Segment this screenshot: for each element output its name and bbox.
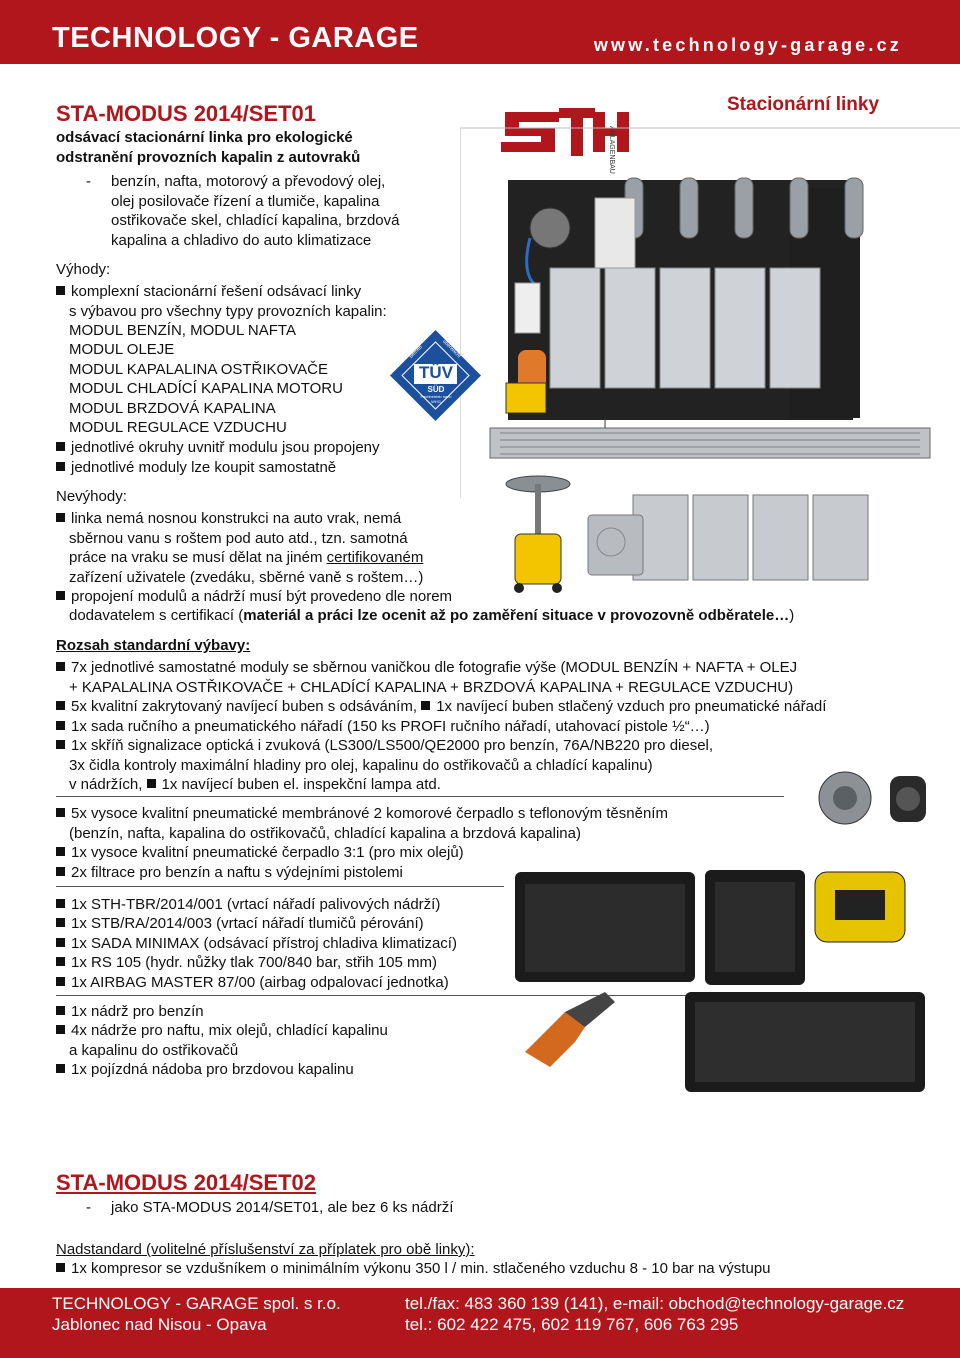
dash-bullet: -: [86, 173, 91, 190]
footer-contact-1[interactable]: tel./fax: 483 360 139 (141), e-mail: obchod@technology-garage.cz: [405, 1294, 905, 1313]
scope-tank-2: 4x nádrže pro naftu, mix olejů, chladící kapalinu: [56, 1022, 388, 1040]
bullet-square-icon: [56, 1025, 65, 1034]
bullet-square-icon: [56, 442, 65, 451]
tuv-sub: SÜD: [427, 385, 445, 394]
extras-item: 1x kompresor se vzdušníkem o minimálním výkonu 350 l / min. stlačeného vzduchu 8 - 10 bar na výstupu: [56, 1260, 771, 1278]
bullet-square-icon: [56, 462, 65, 471]
dash-bullet: -: [86, 1199, 91, 1216]
fluid-line-1: benzín, nafta, motorový a převodový olej,: [111, 173, 386, 190]
fluid-line-2: olej posilovače řízení a tlumiče, kapalina: [111, 193, 380, 210]
disadvantage-1-line-3: práce na vraku se musí dělat na jiném certifikovaném: [69, 549, 424, 566]
scope-item-4-cont: 3x čidla kontroly maximální hladiny pro olej, kapalinu do ostřikovačů a chladící kapalinu): [69, 757, 653, 774]
bullet-square-icon: [56, 977, 65, 986]
bullet-square-icon: [56, 721, 65, 730]
bullet-square-icon: [56, 1064, 65, 1073]
set1-title: STA-MODUS 2014/SET01: [56, 101, 317, 126]
disadvantage-1-line-4: zařízení uživatele (zvedáku, sběrné vaně s roštem…): [69, 569, 424, 586]
category-label: Stacionární linky: [727, 94, 880, 115]
tuv-mark: TÜV: [419, 363, 453, 382]
bullet-square-icon: [56, 701, 65, 710]
scope-tool-2: 1x STB/RA/2014/003 (vrtací nářadí tlumičů pérování): [56, 915, 424, 933]
divider-2: [56, 886, 504, 887]
disadvantage-2-line-2: dodavatelem s certifikací (materiál a práci lze ocenit až po zaměření situace v provozovně odběratele…): [69, 607, 795, 624]
disadvantages-label: Nevýhody:: [56, 488, 127, 505]
scope-pump-1: 5x vysoce kvalitní pneumatické membránové 2 komorové čerpadlo s teflonovým těsněním: [56, 805, 668, 823]
footer-contact-2: tel.: 602 422 475, 602 119 767, 606 763 295: [405, 1315, 739, 1334]
footer-bar: [0, 1288, 960, 1358]
scope-item-1: 7x jednotlivé samostatné moduly se sběrnou vaničkou dle fotografie výše (MODUL BENZÍN + NAFTA + OLEJ: [56, 659, 797, 677]
scope-pump-2: 1x vysoce kvalitní pneumatické čerpadlo 3:1 (pro mix olejů): [56, 844, 464, 862]
disadvantage-1: linka nemá nosnou konstrukci na auto vrak, nemá: [56, 510, 401, 528]
disadvantage-2: propojení modulů a nádrží musí být provedeno dle norem: [56, 588, 452, 606]
set1-subtitle-2: odstranění provozních kapalin z autovraků: [56, 149, 361, 166]
scope-tank-1: 1x nádrž pro benzín: [56, 1003, 204, 1021]
footer-city: Jablonec nad Nisou - Opava: [52, 1315, 267, 1334]
footer-company: TECHNOLOGY - GARAGE spol. s r.o.: [52, 1294, 341, 1313]
scope-item-1-cont: + KAPALALINA OSTŘIKOVAČE + CHLADÍCÍ KAPALINA + BRZDOVÁ KAPALINA + REGULACE VZDUCHU): [69, 679, 794, 696]
scope-item-4: 1x skříň signalizace optická i zvuková (LS300/LS500/QE2000 pro benzín, 76A/NB220 pro diesel,: [56, 737, 713, 755]
tuv-top-left: Betrieb: [408, 344, 424, 360]
scope-tool-5: 1x AIRBAG MASTER 87/00 (airbag odpalovací jednotka): [56, 974, 449, 992]
advantage-2: jednotlivé okruhy uvnitř modulu jsou propojeny: [56, 439, 380, 457]
scope-tool-1: 1x STH-TBR/2014/001 (vrtací nářadí palivových nádrží): [56, 896, 440, 914]
advantage-3: jednotlivé moduly lze koupit samostatně: [56, 459, 336, 477]
fluid-line-3: ostřikovače skel, chladící kapalina, brzdová: [111, 212, 400, 229]
station-photo: [460, 88, 960, 498]
module-line-4: MODUL CHLADÍCÍ KAPALINA MOTORU: [69, 380, 343, 397]
scope-tool-3: 1x SADA MINIMAX (odsávací přístroj chladiva klimatizací): [56, 935, 457, 953]
advantage-1-cont: s výbavou pro všechny typy provozních kapalin:: [69, 303, 387, 320]
module-line-6: MODUL REGULACE VZDUCHU: [69, 419, 287, 436]
module-line-1: MODUL BENZÍN, MODUL NAFTA: [69, 322, 296, 339]
bullet-square-icon: [56, 847, 65, 856]
scope-pump-1-cont: (benzín, nafta, kapalina do ostřikovačů, chladící kapalina a brzdová kapalina): [69, 825, 581, 842]
tanks-photo: [583, 480, 883, 590]
bullet-square-icon: [56, 591, 65, 600]
divider-1: [56, 796, 784, 797]
module-line-3: MODUL KAPALALINA OSTŘIKOVAČE: [69, 361, 328, 378]
scope-item-4-cont-2: v nádržích, 1x navíjecí buben el. inspekční lampa atd.: [69, 776, 441, 793]
advantage-1: komplexní stacionární řešení odsávací linky: [56, 283, 361, 301]
bullet-square-icon: [56, 808, 65, 817]
scope-tool-4: 1x RS 105 (hydr. nůžky tlak 700/840 bar, střih 105 mm): [56, 954, 437, 972]
scope-tank-3: 1x pojízdná nádoba pro brzdovou kapalinu: [56, 1061, 354, 1079]
oil-drain-photo: [503, 474, 573, 594]
module-line-5: MODUL BRZDOVÁ KAPALINA: [69, 400, 276, 417]
scope-tank-2-cont: a kapalinu do ostřikovačů: [69, 1042, 239, 1059]
header-bar: [0, 0, 960, 64]
bullet-square-icon: [56, 899, 65, 908]
bullet-square-icon: [56, 1006, 65, 1015]
tool-cases-photo: [505, 862, 945, 1102]
fluid-line-4: kapalina a chladivo do auto klimatizace: [111, 232, 372, 249]
tuv-bottom: Fachbetrieb nach WHG: [420, 394, 452, 404]
scope-pump-3: 2x filtrace pro benzín a naftu s výdejními pistolemi: [56, 864, 403, 882]
bullet-square-icon: [56, 918, 65, 927]
brand-name: TECHNOLOGY - GARAGE: [52, 22, 419, 54]
pumps-photo: [790, 758, 940, 838]
sth-logo-side-text: ANLAGENBAU: [608, 126, 615, 174]
bullet-square-icon: [56, 1263, 65, 1272]
bullet-square-icon: [56, 513, 65, 522]
bullet-square-icon: [56, 957, 65, 966]
scope-item-2: 5x kvalitní zakrytovaný navíjecí buben s odsáváním, 1x navíjecí buben stlačený vzduch pro pneumatické nářadí: [56, 698, 826, 716]
bullet-square-icon: [147, 779, 156, 788]
bullet-square-icon: [56, 286, 65, 295]
set1-subtitle-1: odsávací stacionární linka pro ekologické: [56, 129, 353, 146]
extras-label: Nadstandard (volitelné příslušenství za příplatek pro obě linky):: [56, 1241, 475, 1258]
website-url[interactable]: www.technology-garage.cz: [593, 35, 902, 55]
disadvantage-1-line-2: sběrnou vanu s roštem pod auto atd., tzn. samotná: [69, 530, 408, 547]
set2-line: jako STA-MODUS 2014/SET01, ale bez 6 ks nádrží: [111, 1199, 454, 1216]
bullet-square-icon: [56, 867, 65, 876]
scope-item-3: 1x sada ručního a pneumatického nářadí (150 ks PROFI ručního nářadí, utahovací pistole ½“…): [56, 718, 710, 736]
bullet-square-icon: [421, 701, 430, 710]
scope-label: Rozsah standardní výbavy:: [56, 637, 251, 654]
module-line-2: MODUL OLEJE: [69, 341, 175, 358]
set2-title: STA-MODUS 2014/SET02: [56, 1170, 317, 1195]
tuv-badge: [388, 328, 483, 423]
bullet-square-icon: [56, 938, 65, 947]
bullet-square-icon: [56, 740, 65, 749]
advantages-label: Výhody:: [56, 261, 111, 278]
bullet-square-icon: [56, 662, 65, 671]
tuv-top-right: überwacht: [441, 338, 462, 360]
